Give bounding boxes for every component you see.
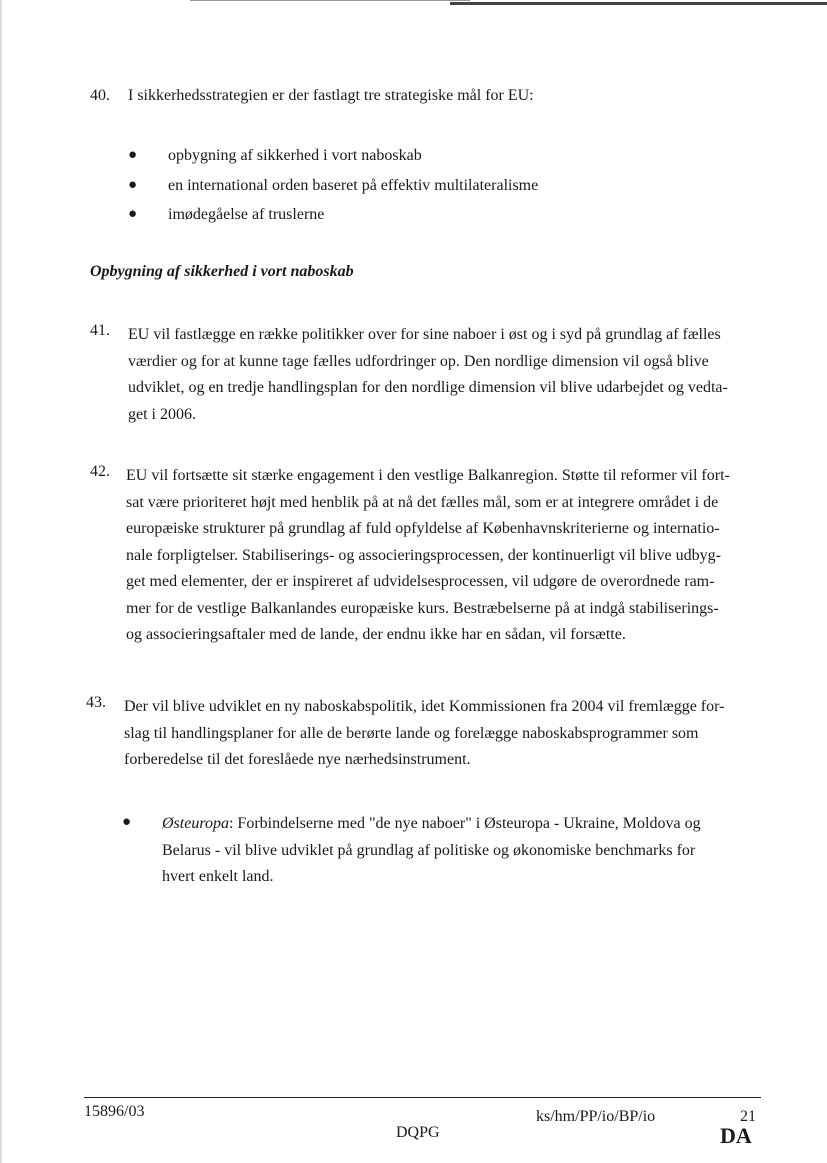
item-40-bullet-1: opbygning af sikkerhed i vort naboskab (168, 147, 422, 164)
item-40-bullet-2: en international orden baseret på effektiv multilateralisme (168, 177, 539, 194)
footer-reference: ks/hm/PP/io/BP/io (536, 1108, 656, 1125)
item-41-line: get i 2006. (128, 405, 196, 423)
item-40-bullet-3: imødegåelse af truslerne (168, 206, 325, 223)
item-42-line: nale forpligtelser. Stabiliserings- og associeringsprocessen, der kontinuerligt vil blive udbyg- (126, 546, 721, 564)
item-43-number: 43. (86, 694, 106, 711)
item-42-number: 42. (90, 463, 110, 480)
item-42-line: get med elementer, der er inspireret af udvidelsesprocessen, vil udgøre de overordnede ram- (126, 573, 715, 590)
bullet-icon: ● (128, 206, 138, 222)
scan-edge (0, 0, 2, 1163)
item-42-line: sat være prioriteret højt med henblik på at nå det fælles mål, som er at integrere området i de (126, 493, 719, 511)
bullet-icon: ● (128, 147, 138, 163)
item-41-line: værdier og for at kunne tage fælles udfordringer op. Den nordlige dimension vil også blive (128, 352, 709, 370)
item-40-text: I sikkerhedsstrategien er der fastlagt tre strategiske mål for EU: (128, 87, 534, 104)
item-43-paragraph (124, 694, 724, 774)
item-42-line: EU vil fortsætte sit stærke engagement i den vestlige Balkanregion. Støtte til reformer vil fort- (126, 467, 730, 484)
footer-doc-number: 15896/03 (84, 1103, 145, 1120)
item-43-sub-bullet (162, 811, 701, 891)
item-42-line: mer for de vestlige Balkanlandes europæiske kurs. Bestræbelserne på at indgå stabiliserings- (126, 599, 719, 617)
footer-page-number: 21 (740, 1108, 756, 1125)
item-42-line: og associeringsaftaler med de lande, der endnu ikke har en sådan, vil forsætte. (126, 626, 626, 643)
item-43-line: slag til handlingsplaner for alle de berørte lande og forelægge naboskabsprogrammer som (124, 724, 699, 742)
item-43-line: Der vil blive udviklet en ny naboskabspolitik, idet Kommissionen fra 2004 vil fremlægge for- (124, 698, 725, 715)
top-rule-right (450, 2, 827, 5)
item-42-paragraph (126, 463, 730, 649)
top-rule-left (190, 0, 470, 1)
item-43-line: forberedelse til det foreslåede nye nærhedsinstrument. (124, 751, 471, 768)
footer-rule (84, 1097, 761, 1098)
sub-bullet-line: : Forbindelserne med "de nye naboer" i Østeuropa - Ukraine, Moldova og (228, 815, 701, 832)
footer-language: DA (720, 1123, 752, 1148)
sub-bullet-label: Østeuropa (162, 815, 229, 832)
item-41-number: 41. (90, 322, 110, 339)
sub-bullet-line: hvert enkelt land. (162, 868, 274, 885)
item-40-number: 40. (90, 87, 110, 104)
sub-bullet-line: Belarus - vil blive udviklet på grundlag af politiske og økonomiske benchmarks for (162, 841, 696, 859)
section-heading: Opbygning af sikkerhed i vort naboskab (90, 263, 354, 280)
item-42-line: europæiske strukturer på grundlag af fuld opfyldelse af Københavnskriterierne og internatio- (126, 520, 720, 537)
bullet-icon: ● (128, 177, 138, 193)
footer-department: DQPG (396, 1124, 440, 1141)
item-41-line: udviklet, og en tredje handlingsplan for den nordlige dimension vil blive udarbejdet og vedta- (128, 379, 728, 396)
bullet-icon: ● (122, 814, 132, 830)
item-41-paragraph (128, 322, 728, 428)
item-41-line: EU vil fastlægge en række politikker over for sine naboer i øst og i syd på grundlag af fælles (128, 326, 721, 343)
